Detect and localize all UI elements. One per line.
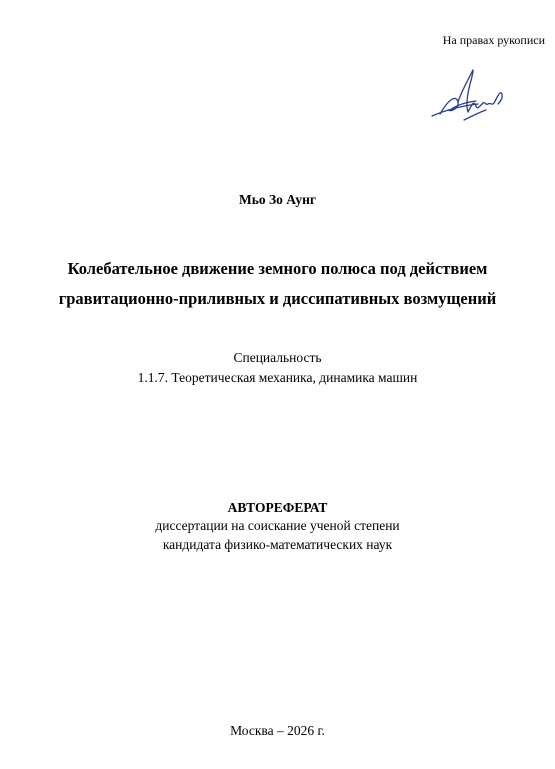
specialty-label: Специальность [233,350,322,365]
abstract-heading: АВТОРЕФЕРАТ [227,500,328,515]
place-year: Москва – 2026 г. [230,723,325,738]
title-line-1: Колебательное движение земного полюса под действием [67,259,488,278]
author-name: Мьо Зо Аунг [239,192,316,207]
signature-image [428,60,512,128]
specialty-value: 1.1.7. Теоретическая механика, динамика машин [137,370,418,385]
dissertation-title [20,254,535,314]
title-line-2: гравитационно-приливных и диссипативных возмущений [58,289,497,308]
rights-note: На правах рукописи [442,33,545,47]
abstract-line-1: диссертации на соискание ученой степени [155,518,400,533]
abstract-line-2: кандидата физико-математических наук [162,537,393,552]
